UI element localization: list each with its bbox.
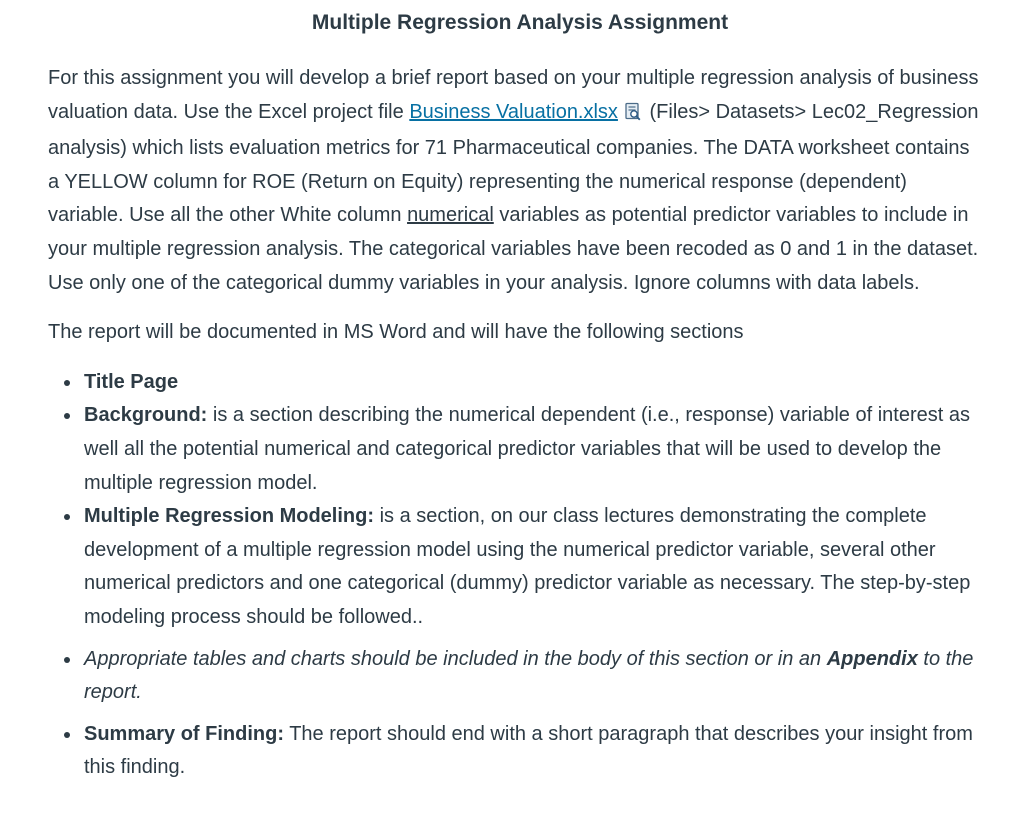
- title-page-label: Title Page: [84, 370, 179, 393]
- list-item-multiple-regression-modeling: [82, 500, 984, 634]
- appendix-note-end: to the report.: [84, 647, 974, 704]
- page-title: Multiple Regression Analysis Assignment: [311, 11, 729, 34]
- document-preview-icon[interactable]: [624, 99, 642, 133]
- intro-text-end: variables as potential predictor variables to include in your multiple regression analysis. The categorical variables have been recoded as 0 and 1 in the dataset. Use only one of the categorical dummy variables in your analysis. Ignore columns with data labels.: [48, 204, 979, 294]
- report-sections-intro: The report will be documented in MS Word and will have the following sections: [48, 321, 744, 344]
- intro-text-start: For this assignment you will develop a brief report based on your multiple regression analysis of business valuation data. Use the Excel project file: [48, 67, 979, 123]
- summary-text: The report should end with a short paragraph that describes your insight from this finding.: [84, 722, 973, 779]
- modeling-text: is a section, on our class lectures demonstrating the complete development of a multiple regression model using the numerical predictor variable, several other numerical predictors and one categorical (dummy) predictor variable as necessary. The step-by-step modeling process should be followed..: [84, 505, 971, 628]
- report-sections-list: [48, 366, 984, 785]
- list-item-appendix-note: [82, 643, 984, 710]
- list-item-summary-of-finding: [82, 718, 984, 785]
- background-label: Background:: [84, 404, 208, 427]
- intro-paragraph: [48, 62, 984, 300]
- summary-label: Summary of Finding:: [84, 722, 284, 745]
- appendix-note-start: Appropriate tables and charts should be included in the body of this section or in an: [84, 647, 827, 670]
- numerical-underlined-word: numerical: [407, 204, 494, 227]
- list-item-title-page: [82, 366, 984, 400]
- appendix-word: Appendix: [826, 647, 918, 670]
- list-item-background: [82, 399, 984, 500]
- intro-text-middle: (Files> Datasets> Lec02_Regression analysis) which lists evaluation metrics for 71 Pharmaceutical companies. The DATA worksheet contains a YELLOW column for ROE (Return on Equity) representing the numerical response (dependent) variable. Use all the other White column: [48, 100, 979, 227]
- modeling-label: Multiple Regression Modeling:: [84, 505, 375, 528]
- background-text: is a section describing the numerical dependent (i.e., response) variable of interest as well all the potential numerical and categorical predictor variables that will be used to develop the multiple regression model.: [84, 404, 970, 494]
- business-valuation-file-link[interactable]: Business Valuation.xlsx: [409, 100, 618, 123]
